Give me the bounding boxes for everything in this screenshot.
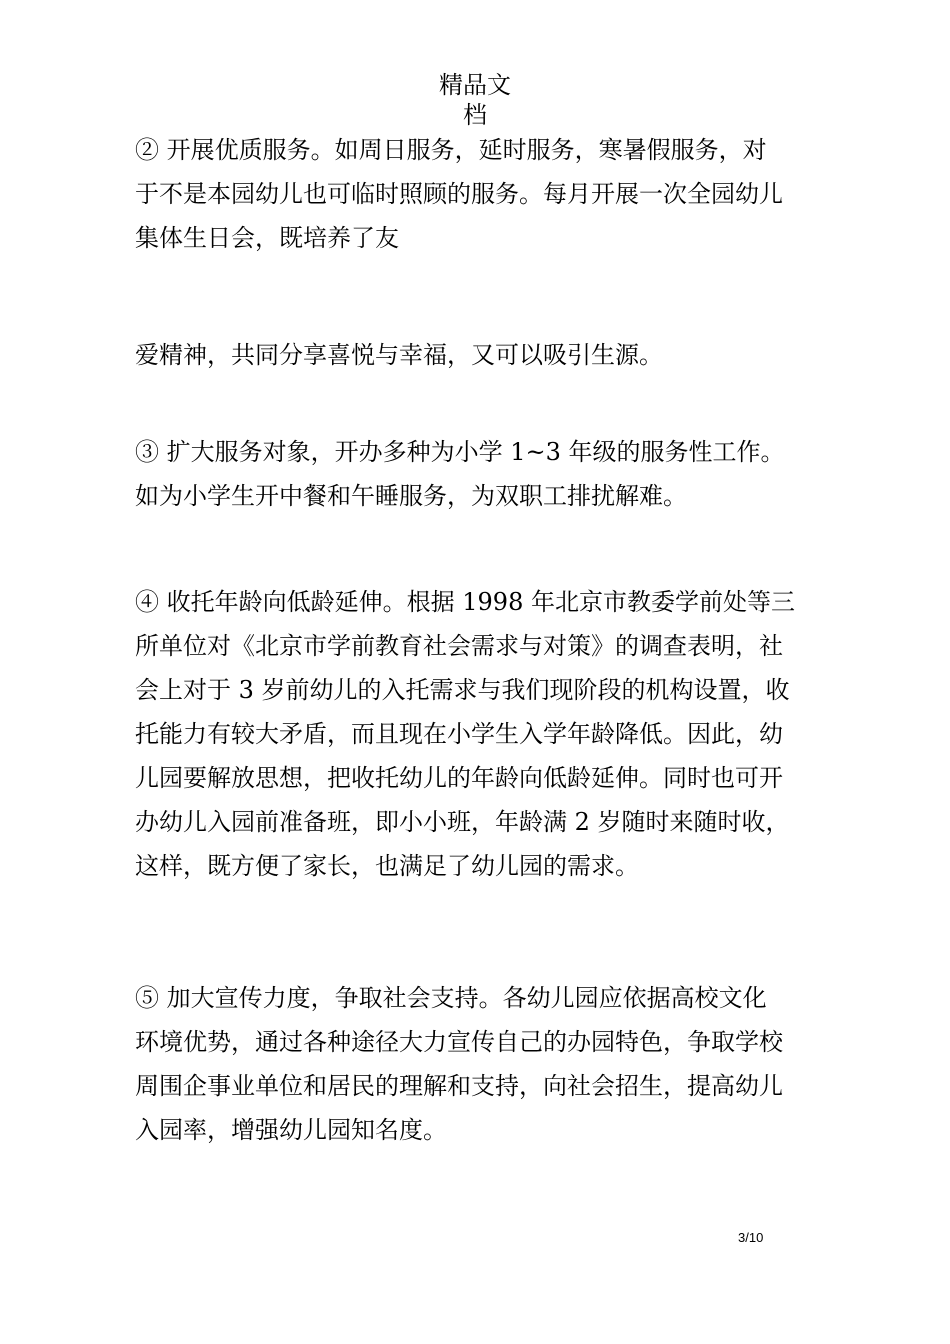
text-line: ⑤ 加大宣传力度，争取社会支持。各幼儿园应依据高校文化 [135,984,767,1012]
paragraph-expand-service [135,430,835,518]
header-title-line-2: 档 [463,101,487,129]
text-line: 这样，既方便了家长，也满足了幼儿园的需求。 [135,852,639,880]
text-line: 托能力有较大矛盾，而且现在小学生入学年龄降低。因此，幼 [135,720,783,748]
text-line: 爱精神，共同分享喜悦与幸福，又可以吸引生源。 [135,341,663,369]
header-title-line-1: 精品文 [439,71,511,99]
text-line: 所单位对《北京市学前教育社会需求与对策》的调查表明，社 [135,632,783,660]
document-header [0,70,950,130]
text-line: ② 开展优质服务。如周日服务，延时服务，寒暑假服务，对 [135,136,767,164]
text-line: 入园率，增强幼儿园知名度。 [135,1116,447,1144]
text-line: 会上对于 3 岁前幼儿的入托需求与我们现阶段的机构设置，收 [135,676,790,704]
paragraph-publicity [135,976,835,1152]
paragraph-age-extension [135,580,835,888]
text-line: 周围企事业单位和居民的理解和支持，向社会招生，提高幼儿 [135,1072,783,1100]
text-line: ④ 收托年龄向低龄延伸。根据 1998 年北京市教委学前处等三 [135,588,795,616]
text-line: 环境优势，通过各种途径大力宣传自己的办园特色，争取学校 [135,1028,783,1056]
page-number: 3/10 [738,1230,764,1245]
paragraph-quality-service-continued [135,333,835,377]
text-line: 办幼儿入园前准备班，即小小班，年龄满 2 岁随时来随时收， [135,808,790,836]
text-line: 儿园要解放思想，把收托幼儿的年龄向低龄延伸。同时也可开 [135,764,783,792]
text-line: 集体生日会，既培养了友 [135,224,399,252]
text-line: ③ 扩大服务对象，开办多种为小学 1~3 年级的服务性工作。 [135,438,785,466]
paragraph-quality-service [135,128,835,260]
text-line: 于不是本园幼儿也可临时照顾的服务。每月开展一次全园幼儿 [135,180,783,208]
text-line: 如为小学生开中餐和午睡服务，为双职工排扰解难。 [135,482,687,510]
